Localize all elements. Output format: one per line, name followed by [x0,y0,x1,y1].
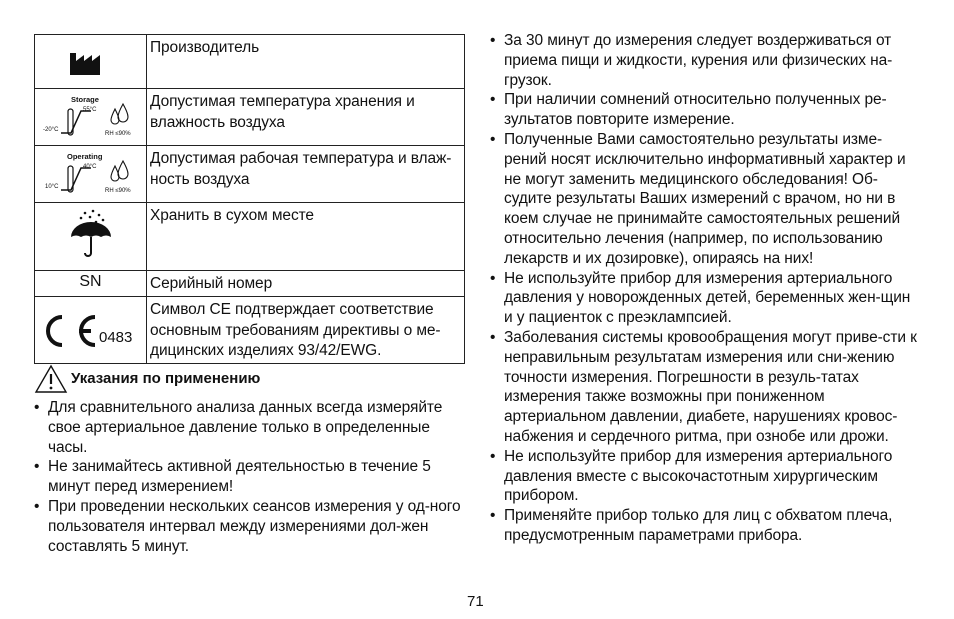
symbol-row-serial [35,271,465,297]
symbol-description: Хранить в сухом месте [147,203,465,271]
rh-label: RH ≤90% [105,131,131,137]
list-item: • Полученные Вами самостоятельно результаты изме-рений носят исключительно информативный характер и не могут заменить медицинского обследования! Об-судите результаты Ваших измерений с врачом, но ни в коем случае не принимайте самостоятельных решений относительно лечения (например, по использованию лекарств и их дозировке), опираясь на них! [490,130,920,269]
ce-code: 0483 [99,329,133,346]
symbol-cell [35,297,147,364]
symbol-cell [35,203,147,271]
symbol-row-dry [35,203,465,271]
factory-icon [35,35,146,83]
left-bullet-list [34,398,466,556]
temp-low-label: 10°C [45,184,59,190]
list-item: • Заболевания системы кровообращения могут приве-сти к неправильным результатам измерения или сни-жению точности измерения. Погрешности в резуль-татах измерения также возможны при пониженном артериальном давлении, диабете, нарушениях кровос-набжения и сердечного ритма, при ознобе или дрожи. [490,328,920,447]
symbol-description: Серийный номер [147,271,465,297]
page-number: 71 [467,593,484,610]
symbol-description: Допустимая рабочая температура и влаж-ность воздуха [147,146,465,203]
symbol-row-ce [35,297,465,364]
list-item: • Не используйте прибор для измерения артериального давления у новорожденных детей, беременных жен-щин и у пациенток с преэклампсией. [490,269,920,328]
list-item: • Применяйте прибор только для лиц с обхватом плеча, предусмотренным параметрами прибора. [490,506,920,546]
symbol-description: Производитель [147,35,465,89]
symbol-description: Допустимая температура хранения и влажность воздуха [147,89,465,146]
list-item: • При наличии сомнений относительно полученных ре-зультатов повторите измерение. [490,90,920,130]
heading-text: Указания по применению [71,370,261,387]
list-item: • Для сравнительного анализа данных всегда измеряйте свое артериальное давление только в определенные часы. [34,398,466,457]
rh-label: RH ≤90% [105,188,131,194]
symbol-cell [35,35,147,89]
sn-label: SN [79,273,102,290]
symbols-table [34,34,465,364]
symbol-row-manufacturer [35,35,465,89]
list-item: • За 30 минут до измерения следует воздерживаться от приема пищи и жидкости, курения или физических на-грузок. [490,31,920,90]
symbol-row-operating [35,146,465,203]
symbol-description: Символ CE подтверждает соответствие основным требованиям директивы о ме-дицинских изделиях 93/42/EWG. [147,297,465,364]
usage-heading [34,364,474,394]
right-bullet-list [490,31,920,546]
list-item: • Не занимайтесь активной деятельностью в течение 5 минут перед измерением! [34,457,466,497]
list-item: • Не используйте прибор для измерения артериального давления вместе с высокочастотным хирургическим прибором. [490,447,920,506]
symbol-row-storage [35,89,465,146]
warning-icon [34,364,68,394]
storage-label: Storage [71,95,99,104]
temp-high-label: 40°C [83,164,97,170]
thermometer-icon [35,89,146,145]
temp-low-label: -20°C [43,127,59,133]
symbol-cell [35,146,147,203]
thermometer-icon [35,146,146,202]
umbrella-icon [35,203,146,265]
list-item: • При проведении нескольких сеансов измерения у од-ного пользователя интервал между измерениями дол-жен составлять 5 минут. [34,497,466,556]
operating-label: Operating [67,152,103,161]
symbol-cell [35,89,147,146]
symbol-cell [35,271,147,297]
temp-high-label: 55°C [83,107,97,113]
